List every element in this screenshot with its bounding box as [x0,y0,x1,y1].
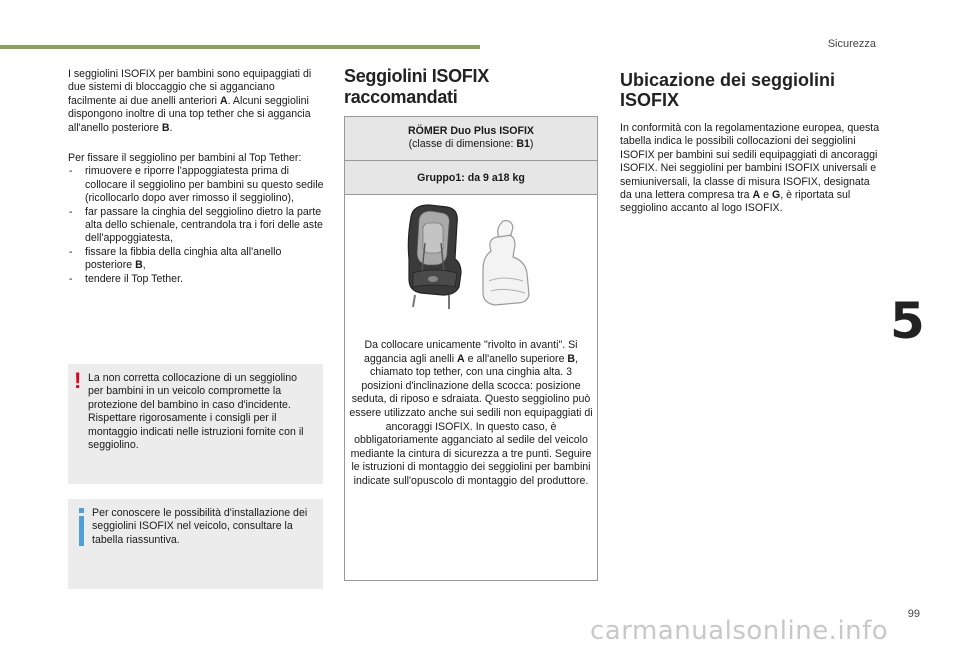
left-column [68,68,324,286]
info-text: Per conoscere le possibilità d'installazione dei seggiolini ISOFIX nel veicolo, consultare la tabella riassuntiva. [92,507,308,546]
warning-text-2: Rispettare rigorosamente i consigli per il montaggio indicati nelle istruzioni fornite con il seggiolino. [88,412,304,452]
header-accent-bar [0,45,480,49]
list-item: - tendere il Top Tether. [68,273,324,286]
page-number: 99 [907,608,920,620]
child-seat-illustration [399,199,549,317]
info-box [68,499,323,589]
weight-group: Gruppo1: da 9 a18 kg [345,161,597,195]
procedure-title: Per fissare il seggiolino per bambini al Top Tether: [68,152,302,165]
list-item: - far passare la cinghia del seggiolino dietro la parte alta dello schienale, centrandola tra i fori delle aste dell'appoggiatesta, [68,206,324,246]
product-name: RÖMER Duo Plus ISOFIX [408,125,534,137]
seat-description: Da collocare unicamente "rivolto in avanti". Si aggancia agli anelli A e all'anello superiore B, chiamato top tether, con una cinghia alta. 3 posizioni d'inclinazione della scocca: posizione seduta, di riposo e sdraiata. Questo seggiolino può essere utilizzato anche sui sedili non equipaggiati di ancoraggi ISOFIX. In questo caso, è obbligatoriamente agganciato al sedile del veicolo mediante la cintura di sicurezza a tre punti. Seguire le istruzioni di montaggio dei seggiolini per bambini indicate sull'opuscolo di montaggio del produttore. [349,339,593,487]
isofix-location-text: In conformità con la regolamentazione europea, questa tabella indica le possibili collocazioni dei seggiolini ISOFIX per bambini sui sedili equipaggiati di ancoraggi ISOFIX. Nei seggiolini per bambini ISOFIX universali e semiuniversali, la classe di misura ISOFIX, designata da una lettera compresa tra A e G, è riportata sul seggiolino accanto al logo ISOFIX. [620,122,880,215]
seat-table-header [345,117,597,161]
warning-box [68,364,323,484]
procedure-steps [68,165,324,286]
chapter-number: 5 [890,292,925,350]
info-icon [76,508,86,548]
section-title: Sicurezza [827,38,876,50]
list-item: - fissare la fibbia della cinghia alta all'anello posteriore B, [68,246,324,273]
isofix-location-title: Ubicazione dei seggiolini ISOFIX [620,70,836,110]
seat-table [344,116,598,581]
list-item: - rimuovere e riporre l'appoggiatesta prima di collocare il seggiolino per bambini su questo sedile (ricollocarlo dopo aver rimosso il seggiolino), [68,165,324,205]
intro-paragraph: I seggiolini ISOFIX per bambini sono equipaggiati di due sistemi di bloccaggio che si agganciano facilmente ai due anelli anteriori A. Alcuni seggiolini dispongono inoltre di una top tether che si aggancia all'anello posteriore B. [68,68,312,134]
watermark: carmanualsonline.info [590,616,889,646]
size-class: (classe di dimensione: B1) [408,138,534,150]
warning-icon: ! [74,368,82,393]
warning-text: La non corretta collocazione di un seggiolino per bambini in un veicolo compromette la protezione del bambino in caso d'incidente. [88,372,298,411]
recommended-seats-title: Seggiolini ISOFIX raccomandati [344,66,489,107]
